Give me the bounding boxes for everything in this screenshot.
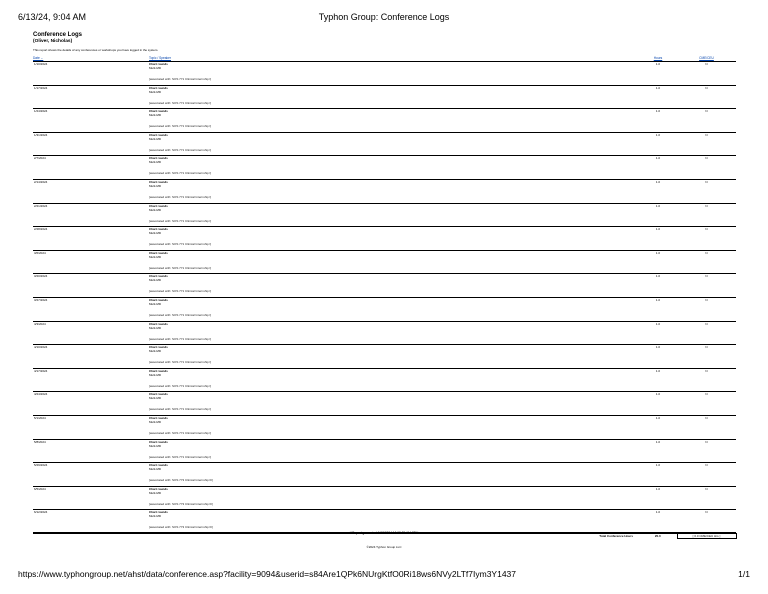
row-hours: 1.0	[639, 109, 677, 133]
row-cme: N	[677, 415, 736, 439]
row-associated-course: [associated with: SOS 771 Clinical Internship I]	[149, 312, 212, 317]
row-associated-course: [associated with: SOS 773 Clinical Internship III]	[149, 478, 213, 483]
row-cme: N	[677, 368, 736, 392]
report-generated-note: **Report generated 6/13/2024 10:03:55 AM CT**	[349, 531, 419, 535]
row-cme: N	[677, 85, 736, 109]
table-row	[33, 392, 736, 416]
row-topic: Chart rounds	[149, 415, 168, 420]
row-date: 6/5/2024	[33, 486, 149, 510]
row-topic: Chart rounds	[149, 439, 168, 444]
row-hours: 1.0	[639, 203, 677, 227]
row-speaker: Multi-MD	[149, 254, 161, 259]
row-topic-cell	[149, 415, 639, 439]
row-associated-course: [associated with: SOS 771 Clinical Internship I]	[149, 194, 212, 199]
table-row	[33, 510, 736, 534]
row-cme: N	[677, 297, 736, 321]
row-speaker: Multi-MD	[149, 183, 161, 188]
row-speaker: Multi-MD	[149, 514, 161, 519]
row-topic: Chart rounds	[149, 250, 168, 255]
report-student-name: (Oliver, Nicholas)	[33, 39, 73, 44]
conference-log-table	[33, 56, 737, 539]
row-speaker: Multi-MD	[149, 490, 161, 495]
total-cme-value: [ 0.0 CME/CEU Hrs ]	[677, 533, 736, 538]
row-cme: N	[677, 203, 736, 227]
table-row	[33, 345, 736, 369]
row-associated-course: [associated with: SOS 771 Clinical Internship I]	[149, 265, 212, 270]
row-topic-cell	[149, 274, 639, 298]
row-cme: N	[677, 156, 736, 180]
table-row	[33, 415, 736, 439]
row-topic-cell	[149, 156, 639, 180]
row-speaker: Multi-MD	[149, 231, 161, 236]
row-topic: Chart rounds	[149, 85, 168, 90]
row-topic: Chart rounds	[149, 297, 168, 302]
row-date: 4/24/2024	[33, 392, 149, 416]
row-topic-cell	[149, 510, 639, 534]
row-date: 3/6/2024	[33, 250, 149, 274]
row-hours: 1.0	[639, 227, 677, 251]
row-speaker: Multi-MD	[149, 396, 161, 401]
row-date: 5/29/2024	[33, 463, 149, 487]
row-cme: N	[677, 132, 736, 156]
row-date: 2/7/2024	[33, 156, 149, 180]
table-row	[33, 85, 736, 109]
row-topic-cell	[149, 62, 639, 86]
row-speaker: Multi-MD	[149, 89, 161, 94]
row-topic-cell	[149, 345, 639, 369]
print-page-title: Typhon Group: Conference Logs	[318, 12, 450, 22]
table-row	[33, 486, 736, 510]
row-topic: Chart rounds	[149, 203, 168, 208]
row-hours: 1.0	[639, 486, 677, 510]
row-associated-course: [associated with: SOS 771 Clinical Internship I]	[149, 289, 212, 294]
table-row	[33, 297, 736, 321]
row-topic: Chart rounds	[149, 510, 168, 515]
row-hours: 1.0	[639, 85, 677, 109]
row-topic-cell	[149, 297, 639, 321]
row-speaker: Multi-MD	[149, 467, 161, 472]
row-hours: 1.0	[639, 463, 677, 487]
row-topic-cell	[149, 250, 639, 274]
row-hours: 1.0	[639, 439, 677, 463]
report-container	[33, 32, 736, 539]
table-row	[33, 368, 736, 392]
row-associated-course: [associated with: SOS 771 Clinical Internship I]	[149, 383, 212, 388]
row-associated-course: [associated with: SOS 771 Clinical Internship I]	[149, 147, 212, 152]
row-speaker: Multi-MD	[149, 113, 161, 118]
row-topic: Chart rounds	[149, 132, 168, 137]
row-hours: 1.0	[639, 368, 677, 392]
row-associated-course: [associated with: SOS 771 Clinical Internship I]	[149, 360, 212, 365]
row-associated-course: [associated with: SOS 771 Clinical Internship I]	[149, 454, 212, 459]
row-associated-course: [associated with: SOS 771 Clinical Internship I]	[149, 218, 212, 223]
row-cme: N	[677, 345, 736, 369]
row-topic: Chart rounds	[149, 486, 168, 491]
row-speaker: Multi-MD	[149, 325, 161, 330]
row-topic: Chart rounds	[149, 227, 168, 232]
row-topic: Chart rounds	[149, 109, 168, 114]
row-topic-cell	[149, 85, 639, 109]
row-topic: Chart rounds	[149, 392, 168, 397]
table-row	[33, 109, 736, 133]
row-hours: 1.0	[639, 156, 677, 180]
row-hours: 1.0	[639, 392, 677, 416]
row-associated-course: [associated with: SOS 771 Clinical Internship I]	[149, 242, 212, 247]
total-hours-value: 20.0	[639, 533, 677, 538]
row-topic-cell	[149, 463, 639, 487]
sort-by-hours-link[interactable]: Hours	[639, 56, 677, 62]
row-cme: N	[677, 439, 736, 463]
row-date: 3/27/2024	[33, 297, 149, 321]
row-associated-course: [associated with: SOS 773 Clinical Internship III]	[149, 501, 213, 506]
row-hours: 1.0	[639, 250, 677, 274]
sort-by-cme-link[interactable]: CME/CEU	[677, 56, 736, 62]
row-topic: Chart rounds	[149, 345, 168, 350]
table-row	[33, 439, 736, 463]
row-date: 5/8/2024	[33, 439, 149, 463]
total-hours-label: Total Conference Hours	[149, 533, 639, 538]
row-cme: N	[677, 463, 736, 487]
row-date: 4/17/2024	[33, 368, 149, 392]
row-topic-cell	[149, 227, 639, 251]
row-topic: Chart rounds	[149, 179, 168, 184]
row-cme: N	[677, 486, 736, 510]
table-row	[33, 132, 736, 156]
row-speaker: Multi-MD	[149, 443, 161, 448]
row-cme: N	[677, 250, 736, 274]
copyright-note: ©2024 Typhon Group LLC	[366, 545, 402, 549]
table-row	[33, 463, 736, 487]
sort-by-topic-link[interactable]: Topic / Speaker	[149, 56, 639, 62]
row-hours: 1.0	[639, 510, 677, 534]
table-row	[33, 203, 736, 227]
row-date: 4/10/2024	[33, 345, 149, 369]
print-page-number: 1/1	[738, 569, 750, 579]
row-date: 1/10/2024	[33, 62, 149, 86]
row-cme: N	[677, 109, 736, 133]
row-cme: N	[677, 62, 736, 86]
report-description: This report shows the details of any conferences or workshops you have logged in the system.	[33, 48, 159, 52]
row-date: 5/1/2024	[33, 415, 149, 439]
row-hours: 1.0	[639, 274, 677, 298]
row-topic-cell	[149, 132, 639, 156]
table-row	[33, 250, 736, 274]
row-hours: 1.0	[639, 62, 677, 86]
row-date: 2/14/2024	[33, 179, 149, 203]
row-speaker: Multi-MD	[149, 301, 161, 306]
row-associated-course: [associated with: SOS 771 Clinical Internship I]	[149, 77, 212, 81]
row-speaker: Multi-MD	[149, 136, 161, 141]
row-associated-course: [associated with: SOS 771 Clinical Internship I]	[149, 100, 212, 105]
table-row	[33, 62, 736, 86]
row-hours: 1.0	[639, 415, 677, 439]
row-topic: Chart rounds	[149, 156, 168, 161]
print-url: https://www.typhongroup.net/ahst/data/conference.asp?facility=9094&userid=s84Are1QPk6NUrgKtfO0Ri18ws6NVy2LTf7Iym3Y1437	[18, 569, 517, 579]
table-row	[33, 227, 736, 251]
row-topic-cell	[149, 109, 639, 133]
row-hours: 1.0	[639, 297, 677, 321]
row-date: 1/17/2024	[33, 85, 149, 109]
row-speaker: Multi-MD	[149, 278, 161, 283]
row-associated-course: [associated with: SOS 771 Clinical Internship I]	[149, 124, 212, 129]
row-cme: N	[677, 321, 736, 345]
row-speaker: Multi-MD	[149, 207, 161, 212]
row-date: 2/28/2024	[33, 227, 149, 251]
row-speaker: Multi-MD	[149, 349, 161, 354]
row-date: 2/21/2024	[33, 203, 149, 227]
row-hours: 1.0	[639, 321, 677, 345]
row-topic: Chart rounds	[149, 274, 168, 279]
row-speaker: Multi-MD	[149, 160, 161, 165]
row-associated-course: [associated with: SOS 771 Clinical Internship I]	[149, 430, 212, 435]
row-associated-course: [associated with: SOS 771 Clinical Internship I]	[149, 171, 212, 176]
row-topic-cell	[149, 392, 639, 416]
row-date: 4/3/2024	[33, 321, 149, 345]
table-row	[33, 179, 736, 203]
row-cme: N	[677, 227, 736, 251]
row-associated-course: [associated with: SOS 771 Clinical Internship I]	[149, 407, 212, 412]
row-associated-course: [associated with: SOS 771 Clinical Internship I]	[149, 336, 212, 341]
row-cme: N	[677, 274, 736, 298]
row-hours: 1.0	[639, 179, 677, 203]
row-hours: 1.0	[639, 132, 677, 156]
row-topic-cell	[149, 368, 639, 392]
conference-log-body	[33, 62, 736, 534]
sort-by-date-link[interactable]: Date ⌄	[33, 56, 149, 62]
row-topic: Chart rounds	[149, 62, 168, 66]
row-associated-course: [associated with: SOS 773 Clinical Internship III]	[149, 525, 213, 530]
row-hours: 1.0	[639, 345, 677, 369]
row-topic-cell	[149, 439, 639, 463]
row-speaker: Multi-MD	[149, 372, 161, 377]
row-topic-cell	[149, 203, 639, 227]
row-speaker: Multi-MD	[149, 419, 161, 424]
row-cme: N	[677, 392, 736, 416]
print-datetime: 6/13/24, 9:04 AM	[18, 12, 87, 22]
row-topic: Chart rounds	[149, 463, 168, 468]
table-row	[33, 156, 736, 180]
row-date: 1/31/2024	[33, 132, 149, 156]
table-row	[33, 274, 736, 298]
row-topic-cell	[149, 179, 639, 203]
row-cme: N	[677, 510, 736, 534]
row-topic: Chart rounds	[149, 321, 168, 326]
row-topic-cell	[149, 486, 639, 510]
row-topic: Chart rounds	[149, 368, 168, 373]
report-title: Conference Logs	[33, 32, 83, 38]
row-date: 6/12/2024	[33, 510, 149, 534]
row-date: 3/20/2024	[33, 274, 149, 298]
row-speaker: Multi-MD	[149, 66, 161, 70]
row-date: 1/24/2024	[33, 109, 149, 133]
row-cme: N	[677, 179, 736, 203]
row-topic-cell	[149, 321, 639, 345]
table-row	[33, 321, 736, 345]
